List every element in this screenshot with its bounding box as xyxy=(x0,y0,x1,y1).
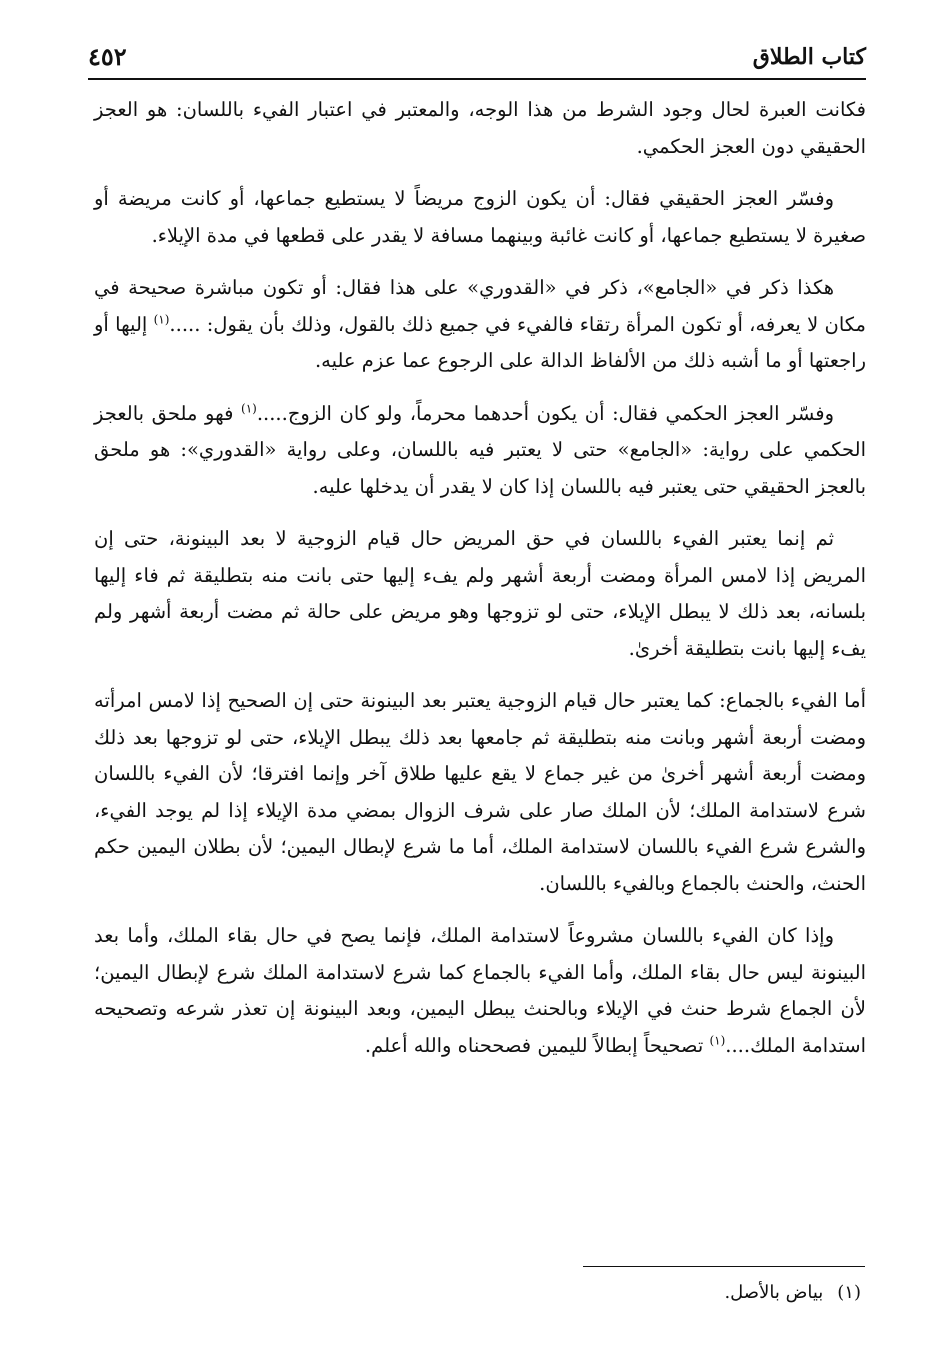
footnote-divider xyxy=(583,1266,865,1267)
page-header xyxy=(88,38,866,80)
paragraph-text: تصحيحاً إبطالاً لليمين فصححناه والله أعلم. xyxy=(364,1033,710,1057)
paragraph-text: وفسّر العجز الحكمي فقال: أن يكون أحدهما محرماً، ولو كان الزوج..... xyxy=(256,401,835,425)
paragraph: وفسّر العجز الحقيقي فقال: أن يكون الزوج مريضاً لا يستطيع جماعها، أو كانت مريضة أو صغيرة لا يستطيع جماعها، أو كانت غائبة وبينهما مسافة لا يقدر على قطعها في مدة الإيلاء. xyxy=(94,187,866,247)
paragraph-text: فهو ملحق بالعجز الحكمي على رواية: «الجامع» حتى لا يعتبر فيه باللسان، وعلى رواية «القدوري»: هو ملحق بالعجز الحقيقي حتى يعتبر فيه باللسان إذا كان لا يقدر أن يدخلها عليه. xyxy=(94,401,866,498)
paragraph xyxy=(94,918,866,1064)
paragraph-text: إليها أو راجعتها أو ما أشبه ذلك من الألفاظ الدالة على الرجوع عما عزم عليه. xyxy=(94,312,866,372)
paragraph-text: هكذا ذكر في «الجامع»، ذكر في «القدوري» على هذا فقال: أو تكون مباشرة صحيحة في مكان لا يعرفه، أو تكون المرأة رتقاء فالفيء في جميع ذلك بالقول، وذلك بأن يقول: ..... xyxy=(94,276,866,336)
paragraph-text: وإذا كان الفيء باللسان مشروعاً لاستدامة الملك، فإنما يصح في حال بقاء الملك، وأما بعد البينونة ليس حال بقاء الملك، وأما الفيء بالجماع كما شرع لاستدامة الملك شرع لإبطال اليمين؛ لأن الجماع شرط حنث في الإيلاء وبالحنث يبطل اليمين، وبعد البينونة إن تعذر شرعه وتصحيحه استدامة الملك.... xyxy=(94,924,866,1057)
paragraph: فكانت العبرة لحال وجود الشرط من هذا الوجه، والمعتبر في اعتبار الفيء باللسان: هو العجز الحقيقي دون العجز الحكمي. xyxy=(94,98,866,158)
footnote-reference: (١) xyxy=(153,312,170,326)
footnote xyxy=(361,1282,861,1303)
paragraph: ثم إنما يعتبر الفيء باللسان في حق المريض حال قيام الزوجية لا بعد البينونة، حتى إن المريض إذا لامس المرأة ومضت أربعة أشهر ولم يفء إليها حتى بانت منه بتطليقة ثم فاء إليها بلسانه، بعد ذلك لا يبطل الإيلاء، حتى لو تزوجها وهو مريض على حالة ثم مضت أربعة أشهر ولم يفء إليها بانت بتطليقة أخرىٰ. xyxy=(94,527,866,660)
footnote-reference: (١) xyxy=(241,401,257,415)
paragraph xyxy=(94,396,866,506)
footnote-number: (١) xyxy=(837,1282,861,1303)
footnote-text: بياض بالأصل. xyxy=(724,1282,824,1303)
footnote-reference: (١) xyxy=(709,1033,726,1047)
paragraph xyxy=(94,270,866,380)
main-text xyxy=(94,92,866,1080)
chapter-title: كتاب الطلاق xyxy=(752,44,866,70)
page-number: ٤٥٢ xyxy=(88,42,127,71)
paragraph: أما الفيء بالجماع: كما يعتبر حال قيام الزوجية يعتبر بعد البينونة حتى إن الصحيح إذا لامس امرأته ومضت أربعة أشهر وبانت منه بتطليقة ثم جامعها بعد ذلك يبطل الإيلاء، حتى لو تزوجها بعد ذلك ومضت أربعة أشهر أخرىٰ من غير جماع لا يقع عليها طلاق آخر وإنما افترقا؛ لأن الفيء باللسان شرع لاستدامة الملك؛ لأن الملك صار على شرف الزوال بمضي مدة الإيلاء إذا لم يوجد الفيء، والشرع شرع الفيء باللسان لاستدامة الملك، أما ما شرع لإبطال اليمين؛ لأن بطلان اليمين حكم الحنث، والحنث بالجماع وبالفيء باللسان. xyxy=(94,689,866,895)
